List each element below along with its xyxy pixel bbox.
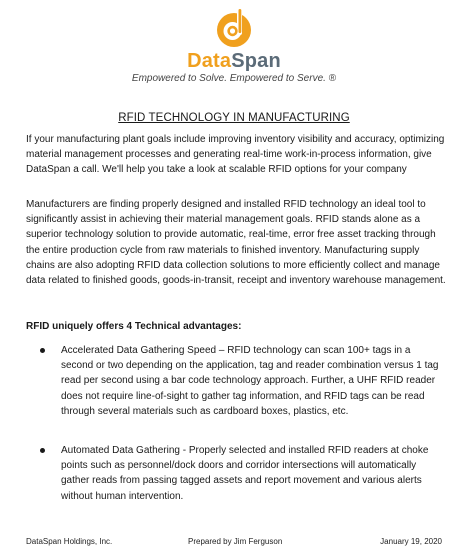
footer-date: January 19, 2020: [380, 537, 442, 546]
dataspan-d-logo-icon: [212, 6, 256, 50]
list-item-text: Automated Data Gathering - Properly selected and installed RFID readers at choke points such as personnel/dock doors and corridor intersections will automatically gather reads from passing tagged assets and report movement and various alerts without human intervention.: [61, 445, 429, 502]
list-item: [36, 443, 440, 504]
bullet-icon: [40, 448, 45, 453]
document-title: RFID TECHNOLOGY IN MANUFACTURING: [118, 112, 350, 124]
list-item-text: Accelerated Data Gathering Speed – RFID technology can scan 100+ tags in a second or two depending on the application, tag and reader combination versus 1 tag read per second using a bar code technology approach. Further, a UHF RFID reader does not require line-of-sight to gather tag information, and RFID tags can be read through several materials such as cardboard boxes, plastics, etc.: [61, 345, 439, 417]
advantages-heading: RFID uniquely offers 4 Technical advantages:: [26, 321, 242, 332]
intro-paragraph: If your manufacturing plant goals include improving inventory visibility and accuracy, optimizing material management processes and generating real-time work-in-process information, give DataSpan a call. We'll help you take a look at scalable RFID options for your company: [26, 134, 445, 176]
brand-tagline: Empowered to Solve. Empowered to Serve. ®: [131, 73, 337, 84]
dataspan-logo: [0, 6, 468, 84]
footer-author: Prepared by Jim Ferguson: [188, 537, 283, 546]
brand-name-part1: Data: [187, 50, 232, 72]
footer-company: DataSpan Holdings, Inc.: [26, 537, 113, 546]
bullet-icon: [40, 348, 45, 353]
advantages-list-continued: [36, 443, 440, 504]
body-paragraph: Manufacturers are finding properly designed and installed RFID technology an ideal tool to significantly assist in achieving their material management goals. RFID stands alone as a superior technology solution to provide automatic, real-time, error free asset tracking through the entire production cycle from raw materials to finished inventory. Manufacturing supply chains are also adopting RFID data collection solutions to more efficiently collect and manage data related to finished goods, goods-in-transit, receipt and inventory warehouse management.: [26, 199, 446, 287]
brand-name-part2: Span: [231, 50, 281, 72]
advantages-list: [36, 343, 440, 419]
brand-name: [0, 50, 468, 72]
list-item: [36, 343, 440, 419]
